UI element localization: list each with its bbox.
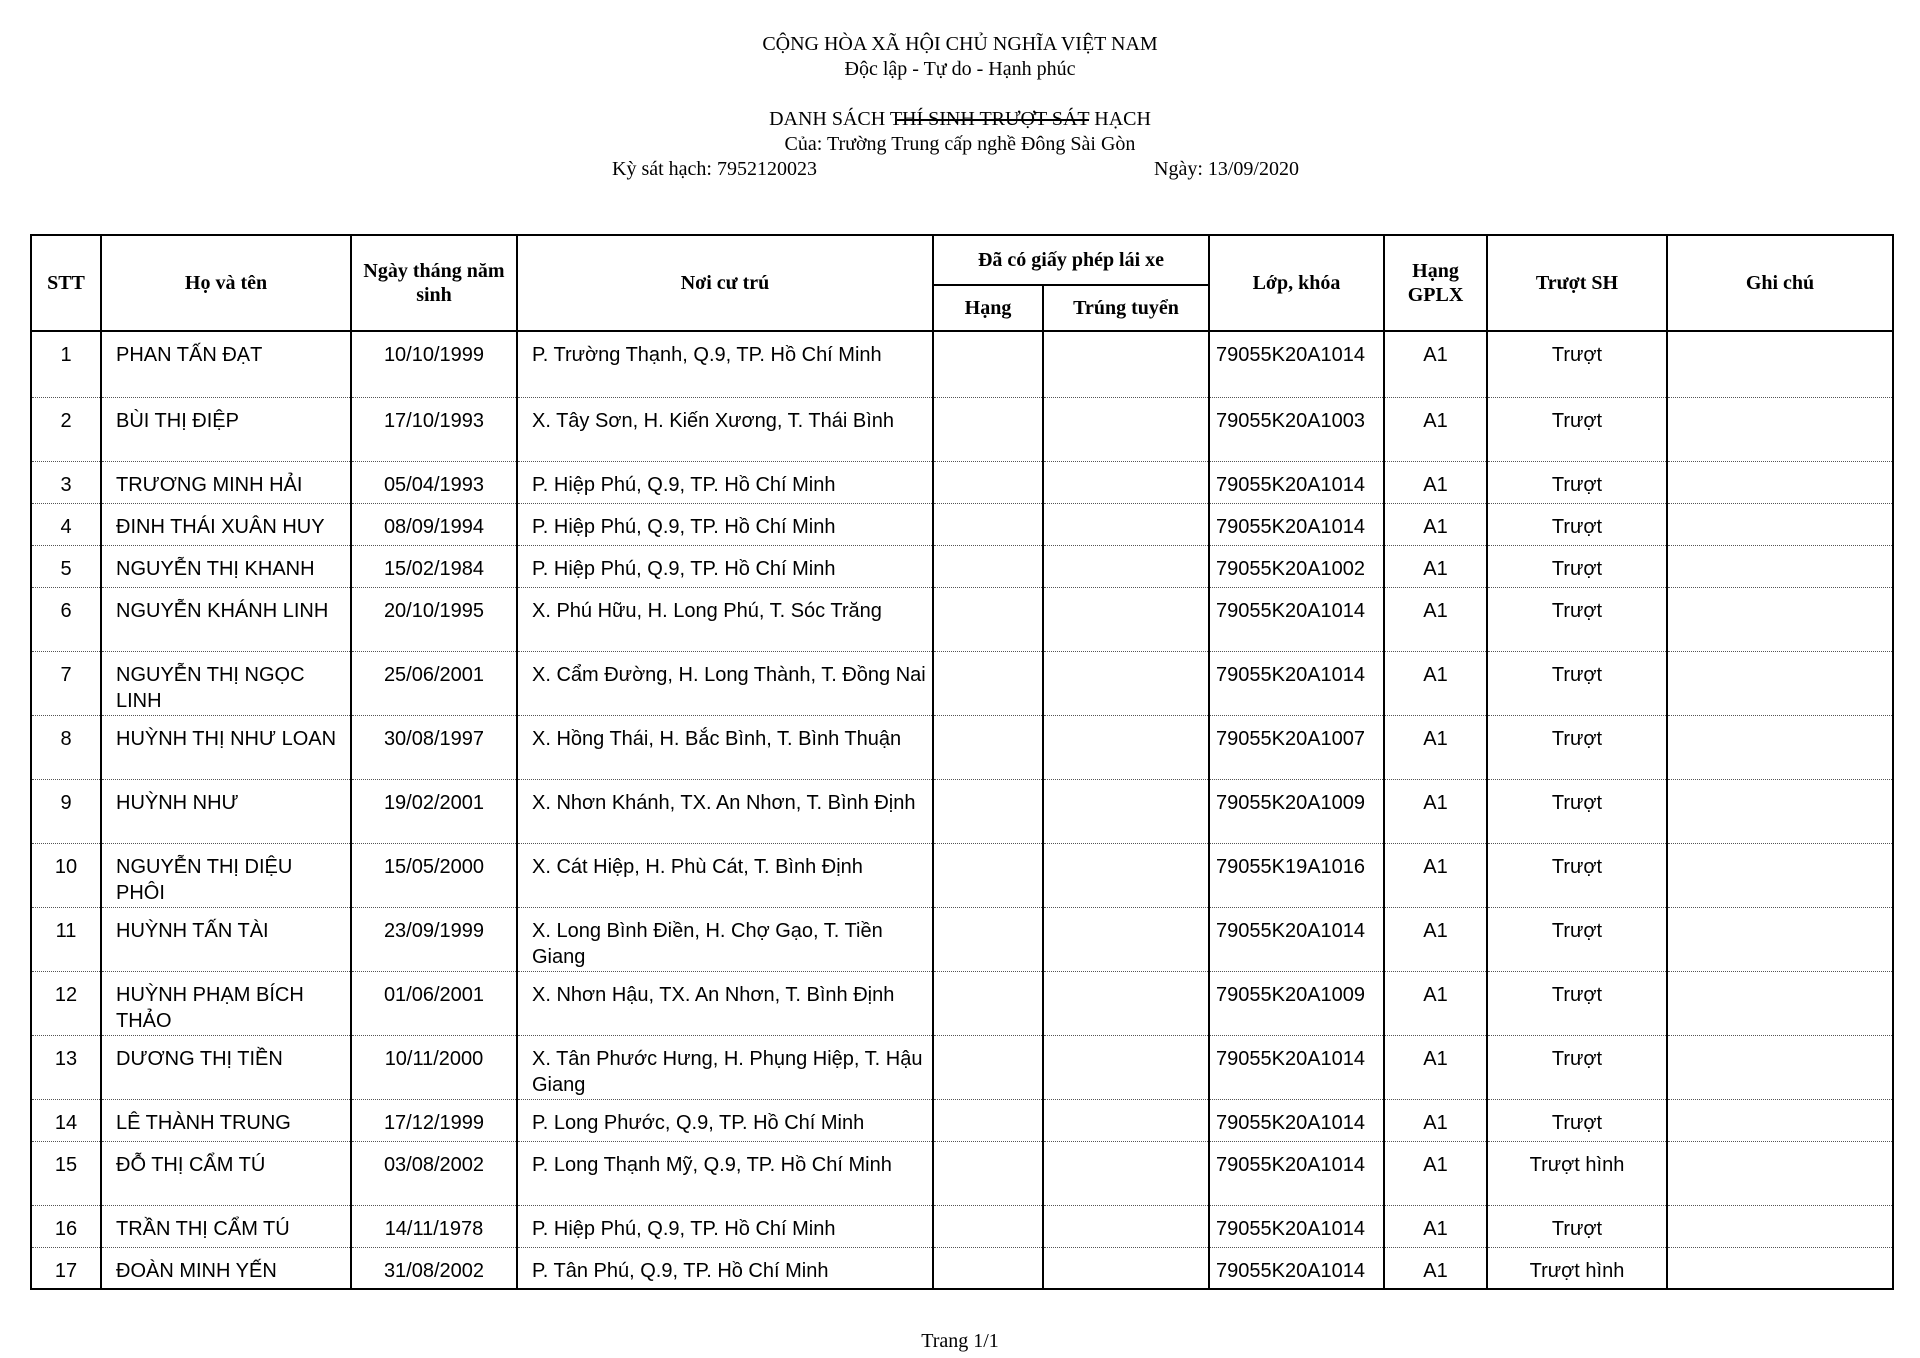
cell-stt: 12 [31,971,101,1035]
table-row [31,545,1893,587]
table-row [31,587,1893,651]
cell-residence: X. Hồng Thái, H. Bắc Bình, T. Bình Thuận [517,715,933,779]
table-row [31,1099,1893,1141]
cell-dob: 23/09/1999 [351,907,517,971]
col-residence: Nơi cư trú [517,235,933,331]
cell-license-class [933,651,1043,715]
failed-candidates-table [30,234,1894,1290]
cell-gplx: A1 [1384,907,1487,971]
table-row [31,503,1893,545]
cell-gplx: A1 [1384,1035,1487,1099]
cell-residence: P. Trường Thạnh, Q.9, TP. Hồ Chí Minh [517,331,933,397]
cell-name: NGUYỄN THỊ NGỌC LINH [101,651,351,715]
cell-course: 79055K20A1014 [1209,1141,1384,1205]
cell-fail: Trượt [1487,779,1667,843]
cell-gplx: A1 [1384,331,1487,397]
cell-note [1667,907,1893,971]
cell-dob: 31/08/2002 [351,1247,517,1289]
cell-course: 79055K20A1014 [1209,461,1384,503]
cell-license-class [933,1141,1043,1205]
cell-stt: 16 [31,1205,101,1247]
cell-fail: Trượt [1487,587,1667,651]
col-fail: Trượt SH [1487,235,1667,331]
cell-license-pass [1043,1141,1209,1205]
cell-stt: 17 [31,1247,101,1289]
cell-note [1667,715,1893,779]
cell-license-class [933,587,1043,651]
col-stt: STT [31,235,101,331]
cell-note [1667,1141,1893,1205]
cell-gplx: A1 [1384,545,1487,587]
cell-name: NGUYỄN THỊ DIỆU PHÔI [101,843,351,907]
cell-license-class [933,1035,1043,1099]
cell-dob: 30/08/1997 [351,715,517,779]
exam-session: Kỳ sát hạch: 7952120023 [612,158,817,180]
cell-license-pass [1043,651,1209,715]
cell-gplx: A1 [1384,1141,1487,1205]
table-row [31,1035,1893,1099]
cell-note [1667,331,1893,397]
cell-license-class [933,461,1043,503]
cell-course: 79055K20A1014 [1209,503,1384,545]
cell-stt: 11 [31,907,101,971]
cell-license-class [933,779,1043,843]
cell-stt: 13 [31,1035,101,1099]
page-number: Trang 1/1 [921,1330,999,1352]
title-strikethrough-mark [897,119,1089,121]
cell-fail: Trượt [1487,715,1667,779]
cell-license-pass [1043,715,1209,779]
national-motto: Độc lập - Tự do - Hạnh phúc [844,58,1076,80]
cell-gplx: A1 [1384,715,1487,779]
cell-dob: 10/10/1999 [351,331,517,397]
cell-license-pass [1043,779,1209,843]
cell-note [1667,779,1893,843]
table-body [31,331,1893,1289]
cell-fail: Trượt [1487,651,1667,715]
cell-name: PHAN TẤN ĐẠT [101,331,351,397]
cell-fail: Trượt [1487,545,1667,587]
cell-fail: Trượt [1487,1035,1667,1099]
col-course: Lớp, khóa [1209,235,1384,331]
cell-stt: 3 [31,461,101,503]
cell-name: ĐỖ THỊ CẨM TÚ [101,1141,351,1205]
cell-license-pass [1043,1205,1209,1247]
cell-license-class [933,1247,1043,1289]
organization-line: Của: Trường Trung cấp nghề Đông Sài Gòn [784,133,1136,155]
cell-name: LÊ THÀNH TRUNG [101,1099,351,1141]
cell-residence: X. Nhơn Hậu, TX. An Nhơn, T. Bình Định [517,971,933,1035]
cell-dob: 17/10/1993 [351,397,517,461]
cell-note [1667,843,1893,907]
cell-fail: Trượt hình [1487,1141,1667,1205]
table-row [31,1247,1893,1289]
cell-residence: X. Tây Sơn, H. Kiến Xương, T. Thái Bình [517,397,933,461]
cell-name: NGUYỄN KHÁNH LINH [101,587,351,651]
cell-stt: 8 [31,715,101,779]
cell-dob: 20/10/1995 [351,587,517,651]
table-row [31,715,1893,779]
cell-gplx: A1 [1384,461,1487,503]
cell-residence: X. Tân Phước Hưng, H. Phụng Hiệp, T. Hậu Giang [517,1035,933,1099]
cell-course: 79055K20A1002 [1209,545,1384,587]
cell-course: 79055K20A1014 [1209,651,1384,715]
cell-license-pass [1043,907,1209,971]
cell-dob: 10/11/2000 [351,1035,517,1099]
cell-license-class [933,907,1043,971]
cell-fail: Trượt hình [1487,1247,1667,1289]
col-note: Ghi chú [1667,235,1893,331]
cell-license-pass [1043,587,1209,651]
table-row [31,907,1893,971]
cell-license-pass [1043,461,1209,503]
cell-course: 79055K20A1014 [1209,1205,1384,1247]
cell-dob: 08/09/1994 [351,503,517,545]
cell-residence: X. Cát Hiệp, H. Phù Cát, T. Bình Định [517,843,933,907]
cell-residence: P. Long Thạnh Mỹ, Q.9, TP. Hồ Chí Minh [517,1141,933,1205]
cell-license-class [933,1099,1043,1141]
cell-note [1667,587,1893,651]
cell-course: 79055K20A1007 [1209,715,1384,779]
table-row [31,1205,1893,1247]
cell-name: DƯƠNG THỊ TIỀN [101,1035,351,1099]
cell-course: 79055K20A1014 [1209,1035,1384,1099]
table-row [31,397,1893,461]
cell-license-class [933,331,1043,397]
cell-dob: 15/05/2000 [351,843,517,907]
cell-dob: 17/12/1999 [351,1099,517,1141]
cell-residence: X. Cẩm Đường, H. Long Thành, T. Đồng Nai [517,651,933,715]
cell-license-pass [1043,503,1209,545]
cell-stt: 14 [31,1099,101,1141]
cell-gplx: A1 [1384,1247,1487,1289]
cell-fail: Trượt [1487,503,1667,545]
cell-name: BÙI THỊ ĐIỆP [101,397,351,461]
document-title [769,107,1151,131]
cell-stt: 5 [31,545,101,587]
cell-note [1667,503,1893,545]
cell-license-pass [1043,1247,1209,1289]
cell-name: HUỲNH TẤN TÀI [101,907,351,971]
cell-note [1667,971,1893,1035]
cell-gplx: A1 [1384,397,1487,461]
cell-license-class [933,545,1043,587]
cell-name: HUỲNH THỊ NHƯ LOAN [101,715,351,779]
cell-dob: 03/08/2002 [351,1141,517,1205]
cell-dob: 25/06/2001 [351,651,517,715]
cell-license-class [933,397,1043,461]
cell-residence: X. Long Bình Điền, H. Chợ Gạo, T. Tiền Giang [517,907,933,971]
cell-name: TRƯƠNG MINH HẢI [101,461,351,503]
cell-course: 79055K20A1014 [1209,907,1384,971]
cell-stt: 15 [31,1141,101,1205]
cell-residence: P. Tân Phú, Q.9, TP. Hồ Chí Minh [517,1247,933,1289]
cell-gplx: A1 [1384,651,1487,715]
cell-gplx: A1 [1384,1205,1487,1247]
report-date: Ngày: 13/09/2020 [1154,158,1299,180]
cell-gplx: A1 [1384,503,1487,545]
cell-license-class [933,843,1043,907]
cell-note [1667,1035,1893,1099]
cell-name: HUỲNH PHẠM BÍCH THẢO [101,971,351,1035]
cell-fail: Trượt [1487,907,1667,971]
cell-residence: P. Long Phước, Q.9, TP. Hồ Chí Minh [517,1099,933,1141]
cell-residence: P. Hiệp Phú, Q.9, TP. Hồ Chí Minh [517,503,933,545]
cell-residence: P. Hiệp Phú, Q.9, TP. Hồ Chí Minh [517,545,933,587]
cell-stt: 10 [31,843,101,907]
cell-name: ĐOÀN MINH YẾN [101,1247,351,1289]
cell-residence: P. Hiệp Phú, Q.9, TP. Hồ Chí Minh [517,461,933,503]
cell-residence: X. Nhơn Khánh, TX. An Nhơn, T. Bình Định [517,779,933,843]
cell-note [1667,397,1893,461]
cell-dob: 19/02/2001 [351,779,517,843]
cell-stt: 1 [31,331,101,397]
cell-course: 79055K20A1014 [1209,1099,1384,1141]
cell-fail: Trượt [1487,397,1667,461]
cell-name: ĐINH THÁI XUÂN HUY [101,503,351,545]
cell-note [1667,461,1893,503]
cell-dob: 01/06/2001 [351,971,517,1035]
cell-dob: 14/11/1978 [351,1205,517,1247]
cell-residence: P. Hiệp Phú, Q.9, TP. Hồ Chí Minh [517,1205,933,1247]
cell-stt: 6 [31,587,101,651]
cell-name: TRẦN THỊ CẨM TÚ [101,1205,351,1247]
cell-gplx: A1 [1384,587,1487,651]
cell-name: HUỲNH NHƯ [101,779,351,843]
document-title-text: DANH SÁCH THÍ SINH TRƯỢT SÁT HẠCH [769,108,1151,130]
cell-license-class [933,715,1043,779]
cell-license-class [933,503,1043,545]
cell-fail: Trượt [1487,1099,1667,1141]
cell-course: 79055K20A1014 [1209,587,1384,651]
cell-gplx: A1 [1384,779,1487,843]
cell-license-pass [1043,843,1209,907]
table-row [31,331,1893,397]
cell-stt: 9 [31,779,101,843]
table-header [31,235,1893,331]
cell-fail: Trượt [1487,1205,1667,1247]
col-license-group: Đã có giấy phép lái xe [933,235,1209,285]
cell-course: 79055K20A1003 [1209,397,1384,461]
cell-course: 79055K20A1014 [1209,331,1384,397]
cell-stt: 7 [31,651,101,715]
cell-license-pass [1043,971,1209,1035]
cell-note [1667,1099,1893,1141]
cell-stt: 4 [31,503,101,545]
cell-gplx: A1 [1384,1099,1487,1141]
cell-gplx: A1 [1384,843,1487,907]
cell-gplx: A1 [1384,971,1487,1035]
cell-dob: 05/04/1993 [351,461,517,503]
cell-course: 79055K20A1009 [1209,779,1384,843]
cell-note [1667,651,1893,715]
table-row [31,1141,1893,1205]
country-name: CỘNG HÒA XÃ HỘI CHỦ NGHĨA VIỆT NAM [762,33,1158,55]
cell-dob: 15/02/1984 [351,545,517,587]
col-gplx-class: Hạng GPLX [1384,235,1487,331]
cell-residence: X. Phú Hữu, H. Long Phú, T. Sóc Trăng [517,587,933,651]
table-row [31,461,1893,503]
cell-license-pass [1043,331,1209,397]
document-title-row [0,107,1920,131]
cell-license-pass [1043,397,1209,461]
table-row [31,843,1893,907]
cell-fail: Trượt [1487,461,1667,503]
cell-license-pass [1043,545,1209,587]
cell-note [1667,1205,1893,1247]
col-name: Họ và tên [101,235,351,331]
cell-fail: Trượt [1487,843,1667,907]
col-license-class: Hạng [933,285,1043,331]
cell-fail: Trượt [1487,331,1667,397]
cell-course: 79055K20A1009 [1209,971,1384,1035]
cell-name: NGUYỄN THỊ KHANH [101,545,351,587]
cell-note [1667,1247,1893,1289]
cell-license-class [933,971,1043,1035]
col-license-pass: Trúng tuyển [1043,285,1209,331]
cell-license-class [933,1205,1043,1247]
table-row [31,971,1893,1035]
cell-course: 79055K20A1014 [1209,1247,1384,1289]
col-dob: Ngày tháng năm sinh [351,235,517,331]
cell-fail: Trượt [1487,971,1667,1035]
cell-license-pass [1043,1035,1209,1099]
cell-course: 79055K19A1016 [1209,843,1384,907]
cell-stt: 2 [31,397,101,461]
table-row [31,779,1893,843]
cell-note [1667,545,1893,587]
table-row [31,651,1893,715]
cell-license-pass [1043,1099,1209,1141]
